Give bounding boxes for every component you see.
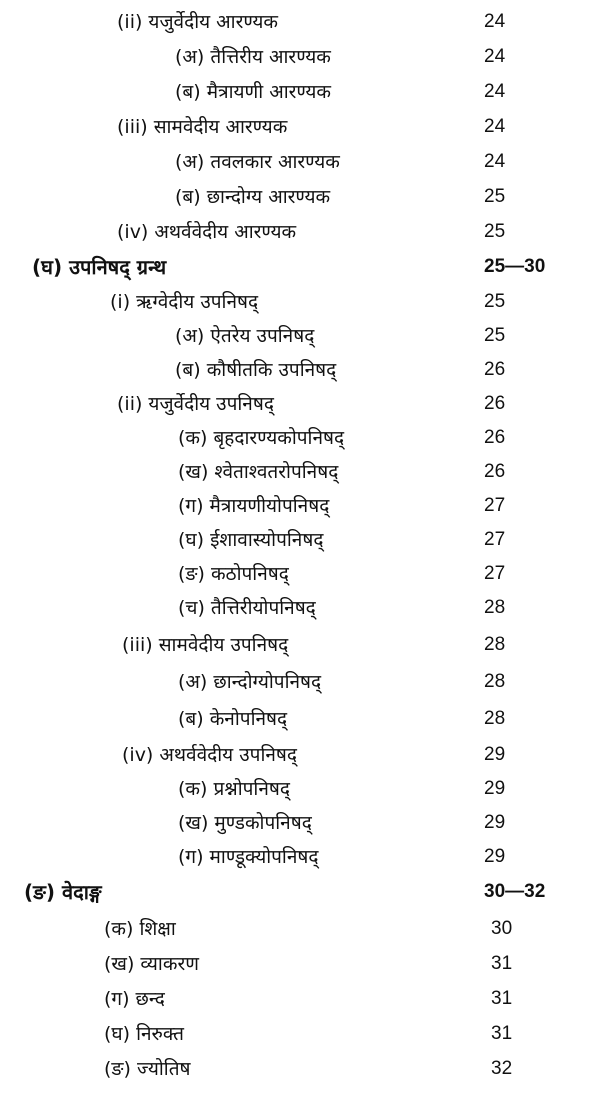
toc-entry-page: 24	[484, 81, 506, 102]
toc-entry-label: (ग) छन्द	[104, 988, 165, 1010]
toc-entry-label: (घ) निरुक्त	[104, 1023, 184, 1045]
toc-entry-label: (ब) केनोपनिषद्	[178, 708, 288, 730]
toc-entry-label: (ग) मैत्रायणीयोपनिषद्	[178, 495, 330, 517]
toc-entry-page: 29	[484, 846, 506, 867]
toc-entry-page: 32	[491, 1058, 513, 1079]
toc-entry-label: (ख) व्याकरण	[104, 953, 199, 975]
toc-entry-page: 26	[484, 427, 506, 448]
toc-entry-label: (अ) तवलकार आरण्यक	[175, 151, 340, 173]
toc-entry-page: 28	[484, 671, 506, 692]
toc-entry-page: 31	[491, 953, 513, 974]
toc-entry-page: 28	[484, 708, 506, 729]
toc-entry-label: (ब) कौषीतकि उपनिषद्	[175, 359, 337, 381]
toc-entry-page: 24	[484, 151, 506, 172]
toc-entry-page: 28	[484, 634, 506, 655]
toc-entry-label: (ब) मैत्रायणी आरण्यक	[175, 81, 332, 103]
toc-entry-page: 31	[491, 988, 513, 1009]
toc-entry-label: (iii) सामवेदीय आरण्यक	[117, 116, 288, 138]
toc-entry-label: (ङ) कठोपनिषद्	[178, 563, 289, 585]
toc-entry-page: 26	[484, 359, 506, 380]
toc-entry-page: 30	[491, 918, 513, 939]
toc-entry-page: 31	[491, 1023, 513, 1044]
toc-entry-label: (क) शिक्षा	[104, 918, 176, 940]
toc-entry-label: (ii) यजुर्वेदीय आरण्यक	[117, 11, 279, 33]
toc-entry-page: 26	[484, 461, 506, 482]
toc-entry-label: (च) तैत्तिरीयोपनिषद्	[178, 597, 316, 619]
toc-entry-label: (क) प्रश्नोपनिषद्	[178, 778, 290, 800]
toc-entry-label: (अ) छान्दोग्योपनिषद्	[178, 671, 322, 693]
toc-entry-label: (ङ) ज्योतिष	[104, 1058, 191, 1080]
toc-entry-label: (ब) छान्दोग्य आरण्यक	[175, 186, 331, 208]
toc-section-label: (ङ) वेदाङ्ग	[24, 880, 102, 904]
toc-entry-page: 29	[484, 812, 506, 833]
toc-entry-label: (iv) अथर्ववेदीय उपनिषद्	[122, 744, 297, 766]
toc-entry-label: (अ) तैत्तिरीय आरण्यक	[175, 46, 331, 68]
toc-entry-page: 27	[484, 563, 506, 584]
toc-entry-label: (iii) सामवेदीय उपनिषद्	[122, 634, 289, 656]
toc-entry-page: 27	[484, 529, 506, 550]
toc-entry-label: (i) ऋग्वेदीय उपनिषद्	[110, 291, 259, 313]
toc-entry-page: 27	[484, 495, 506, 516]
toc-entry-page: 25	[484, 325, 506, 346]
toc-entry-label: (अ) ऐतरेय उपनिषद्	[175, 325, 315, 347]
toc-entry-label: (घ) ईशावास्योपनिषद्	[178, 529, 324, 551]
toc-entry-page: 29	[484, 744, 506, 765]
toc-entry-page: 24	[484, 116, 506, 137]
toc-entry-page: 24	[484, 46, 506, 67]
toc-section-page-range: 30—32	[484, 881, 546, 902]
toc-entry-page: 25	[484, 291, 506, 312]
toc-section-page-range: 25—30	[484, 256, 546, 277]
toc-entry-page: 26	[484, 393, 506, 414]
toc-entry-page: 25	[484, 221, 506, 242]
toc-entry-label: (ख) श्वेताश्वतरोपनिषद्	[178, 461, 339, 483]
toc-entry-page: 28	[484, 597, 506, 618]
toc-section-label: (घ) उपनिषद् ग्रन्थ	[32, 255, 167, 279]
toc-entry-label: (iv) अथर्ववेदीय आरण्यक	[117, 221, 297, 243]
toc-entry-label: (क) बृहदारण्यकोपनिषद्	[178, 427, 345, 449]
toc-entry-label: (ख) मुण्डकोपनिषद्	[178, 812, 312, 834]
toc-entry-label: (ii) यजुर्वेदीय उपनिषद्	[117, 393, 274, 415]
toc-entry-page: 24	[484, 11, 506, 32]
toc-entry-page: 25	[484, 186, 506, 207]
toc-entry-label: (ग) माण्डूक्योपनिषद्	[178, 846, 319, 868]
toc-entry-page: 29	[484, 778, 506, 799]
